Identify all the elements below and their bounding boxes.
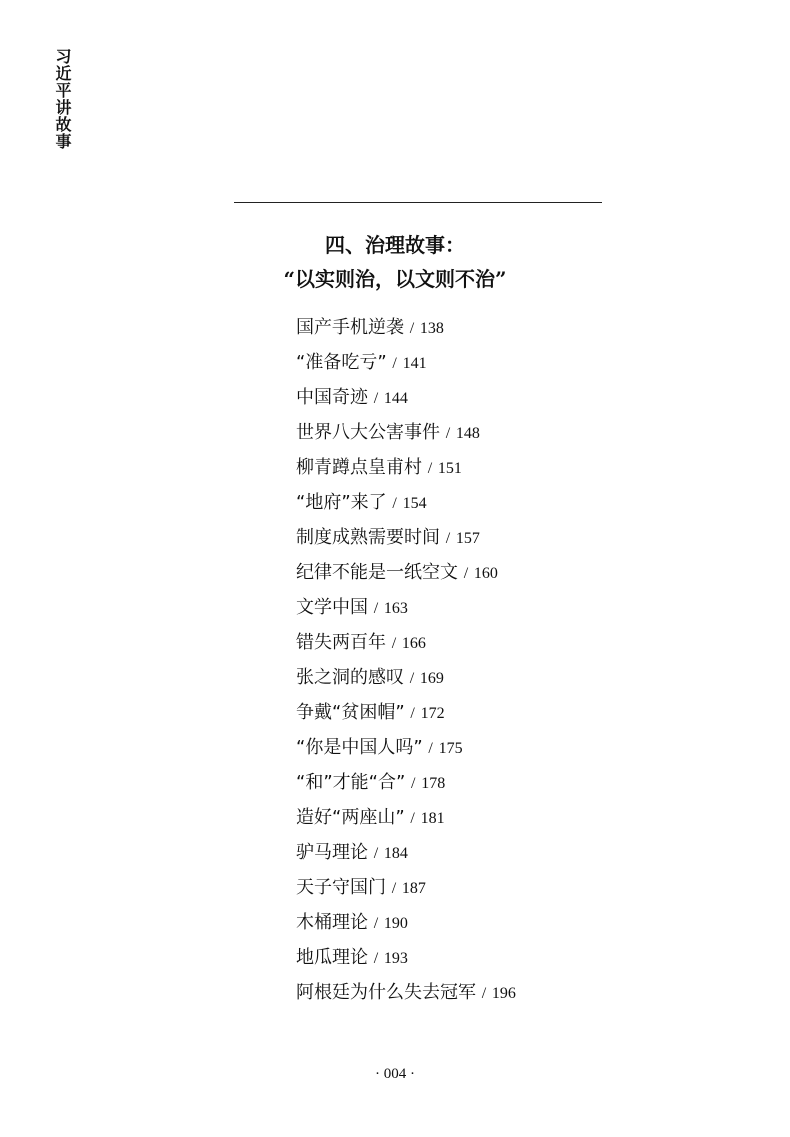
- toc-item-page: 166: [401, 635, 426, 652]
- toc-item-page: 154: [402, 495, 427, 512]
- toc-item-page: 138: [419, 320, 444, 337]
- toc-item-title: 世界八大公害事件: [296, 422, 440, 443]
- toc-item-page: 172: [420, 705, 445, 722]
- toc-item[interactable]: 争戴“贫困帽” / 172: [296, 702, 445, 723]
- toc-item[interactable]: 阿根廷为什么失去冠军 / 196: [296, 982, 516, 1003]
- toc-item-title: 木桶理论: [296, 912, 368, 933]
- toc-item[interactable]: 地瓜理论 / 193: [296, 947, 408, 968]
- toc-item-title: 造好“两座山”: [296, 807, 405, 828]
- toc-item[interactable]: 错失两百年 / 166: [296, 632, 426, 653]
- toc-item-page: 178: [421, 775, 446, 792]
- toc-item-page: 163: [383, 600, 408, 617]
- toc-item-page: 151: [437, 460, 462, 477]
- toc-item-title: 中国奇迹: [296, 387, 368, 408]
- toc-item[interactable]: “地府”来了 / 154: [296, 492, 427, 513]
- toc-item-page: 169: [419, 670, 444, 687]
- toc-item-title: “你是中国人吗”: [296, 737, 423, 758]
- toc-item-page: 157: [455, 530, 480, 547]
- toc-item-page: 144: [383, 390, 408, 407]
- toc-item[interactable]: “准备吃亏” / 141: [296, 352, 427, 373]
- toc-item[interactable]: 制度成熟需要时间 / 157: [296, 527, 480, 548]
- toc-item[interactable]: 天子守国门 / 187: [296, 877, 426, 898]
- toc-item-title: 阿根廷为什么失去冠军: [296, 982, 476, 1003]
- toc-item-title: “地府”来了: [296, 492, 387, 513]
- toc-item[interactable]: 世界八大公害事件 / 148: [296, 422, 480, 443]
- toc-item[interactable]: 木桶理论 / 190: [296, 912, 408, 933]
- toc-item-title: 错失两百年: [296, 632, 386, 653]
- section-subtitle: “以实则治，以文则不治”: [283, 267, 507, 291]
- toc-item-title: “和”才能“合”: [296, 772, 406, 793]
- toc-item[interactable]: 纪律不能是一纸空文 / 160: [296, 562, 498, 583]
- toc-item[interactable]: 中国奇迹 / 144: [296, 387, 408, 408]
- toc-item-title: 柳青蹲点皇甫村: [296, 457, 422, 478]
- toc-item-page: 148: [455, 425, 480, 442]
- toc-item-page: 184: [383, 845, 408, 862]
- toc-item-title: 天子守国门: [296, 877, 386, 898]
- toc-item[interactable]: 造好“两座山” / 181: [296, 807, 445, 828]
- table-of-contents: [296, 314, 516, 1014]
- toc-item-page: 181: [420, 810, 445, 827]
- toc-item[interactable]: “你是中国人吗” / 175: [296, 737, 463, 758]
- toc-item[interactable]: “和”才能“合” / 178: [296, 772, 446, 793]
- toc-item[interactable]: 柳青蹲点皇甫村 / 151: [296, 457, 462, 478]
- toc-item[interactable]: 张之洞的感叹 / 169: [296, 667, 444, 688]
- toc-item-page: 196: [491, 985, 516, 1002]
- toc-item-page: 187: [401, 880, 426, 897]
- section-heading: [0, 228, 790, 296]
- toc-item-page: 190: [383, 915, 408, 932]
- toc-item-title: 驴马理论: [296, 842, 368, 863]
- toc-item-title: “准备吃亏”: [296, 352, 387, 373]
- toc-item-page: 160: [473, 565, 498, 582]
- toc-item-title: 国产手机逆袭: [296, 317, 404, 338]
- page-number: · 004 ·: [375, 1066, 415, 1082]
- toc-item[interactable]: 文学中国 / 163: [296, 597, 408, 618]
- toc-item[interactable]: 国产手机逆袭 / 138: [296, 317, 444, 338]
- toc-item-page: 175: [438, 740, 463, 757]
- toc-item-title: 纪律不能是一纸空文: [296, 562, 458, 583]
- section-title: 四、治理故事：: [325, 233, 465, 257]
- toc-item-title: 争戴“贫困帽”: [296, 702, 405, 723]
- toc-item-title: 张之洞的感叹: [296, 667, 404, 688]
- toc-item-title: 制度成熟需要时间: [296, 527, 440, 548]
- toc-item-page: 193: [383, 950, 408, 967]
- toc-item-page: 141: [402, 355, 427, 372]
- toc-item-title: 文学中国: [296, 597, 368, 618]
- running-head: 习近平讲故事: [53, 48, 72, 150]
- toc-item-title: 地瓜理论: [296, 947, 368, 968]
- toc-item[interactable]: 驴马理论 / 184: [296, 842, 408, 863]
- section-divider: [234, 202, 602, 203]
